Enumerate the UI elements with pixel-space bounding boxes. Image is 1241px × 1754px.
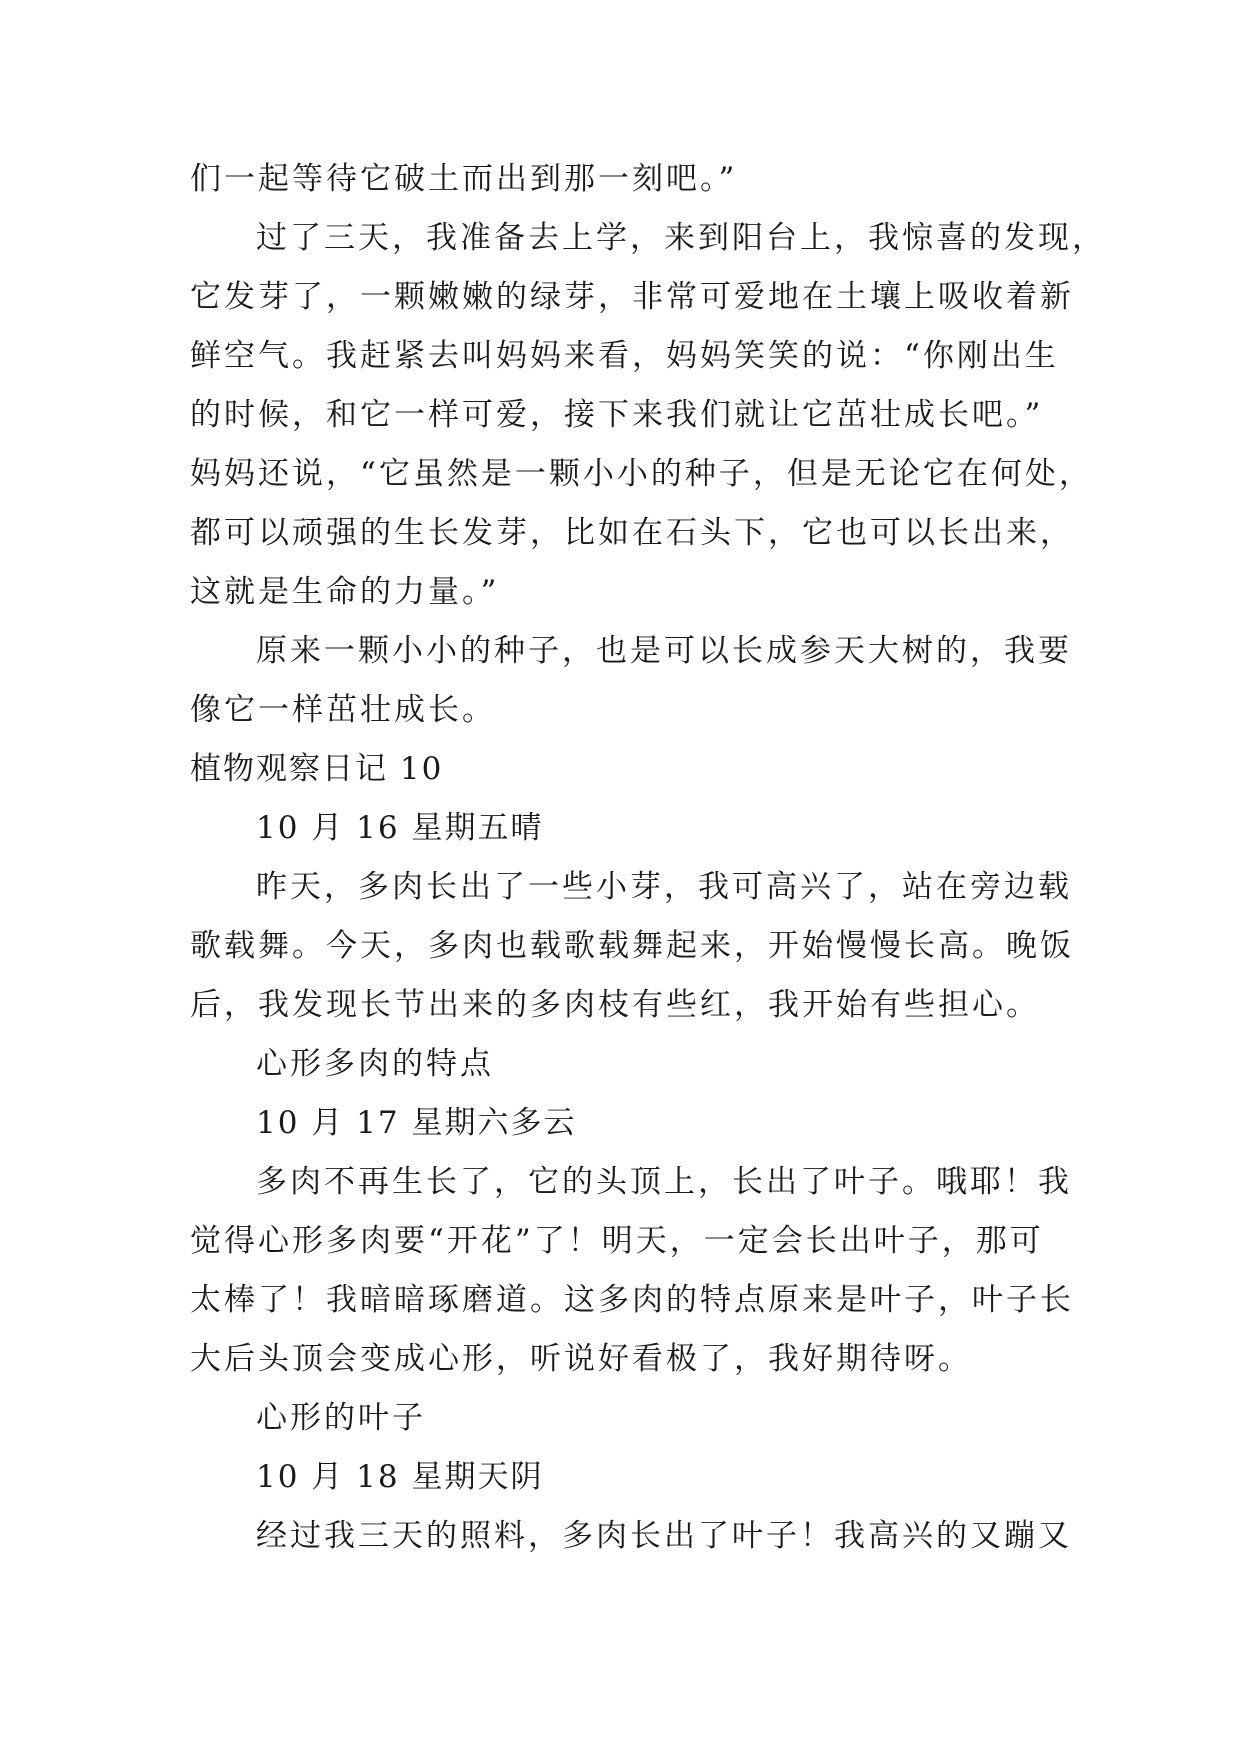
- text-line: 经过我三天的照料，多肉长出了叶子！我高兴的又蹦又: [256, 1518, 1072, 1554]
- text-line: 后，我发现长节出来的多肉枝有些红，我开始有些担心。: [190, 987, 1040, 1023]
- text-line: 都可以顽强的生长发芽，比如在石头下，它也可以长出来，: [190, 515, 1074, 551]
- diary-date: 10 月 16 星期五晴: [256, 810, 544, 846]
- text-line: 多肉不再生长了，它的头顶上，长出了叶子。哦耶！我: [256, 1164, 1072, 1200]
- text-line: 们一起等待它破土而出到那一刻吧。”: [190, 161, 738, 197]
- text-line: 鲜空气。我赶紧去叫妈妈来看，妈妈笑笑的说：“你刚出生: [190, 338, 1059, 374]
- text-line: 像它一样茁壮成长。: [190, 692, 496, 728]
- text-line: 妈妈还说，“它虽然是一颗小小的种子，但是无论它在何处，: [190, 456, 1093, 492]
- text-line: 觉得心形多肉要“开花”了！明天，一定会长出叶子，那可: [190, 1223, 1044, 1259]
- text-line: 这就是生命的力量。”: [190, 574, 500, 610]
- text-line: 大后头顶会变成心形，听说好看极了，我好期待呀。: [190, 1341, 972, 1377]
- text-line: 太棒了！我暗暗琢磨道。这多肉的特点原来是叶子，叶子长: [190, 1282, 1074, 1318]
- section-heading: 植物观察日记 10: [190, 751, 444, 787]
- text-line: 昨天，多肉长出了一些小芽，我可高兴了，站在旁边载: [256, 869, 1072, 905]
- subheading: 心形的叶子: [256, 1400, 426, 1436]
- diary-date: 10 月 17 星期六多云: [256, 1105, 577, 1141]
- subheading: 心形多肉的特点: [256, 1046, 494, 1082]
- text-line: 歌载舞。今天，多肉也载歌载舞起来，开始慢慢长高。晚饭: [190, 928, 1074, 964]
- text-line: 过了三天，我准备去上学，来到阳台上，我惊喜的发现，: [256, 220, 1106, 256]
- text-line: 原来一颗小小的种子，也是可以长成参天大树的，我要: [256, 633, 1072, 669]
- text-line: 它发芽了，一颗嫩嫩的绿芽，非常可爱地在土壤上吸收着新: [190, 279, 1074, 315]
- diary-date: 10 月 18 星期天阴: [256, 1459, 544, 1495]
- text-line: 的时候，和它一样可爱，接下来我们就让它茁壮成长吧。”: [190, 397, 1044, 433]
- diary-text: [190, 150, 1106, 1566]
